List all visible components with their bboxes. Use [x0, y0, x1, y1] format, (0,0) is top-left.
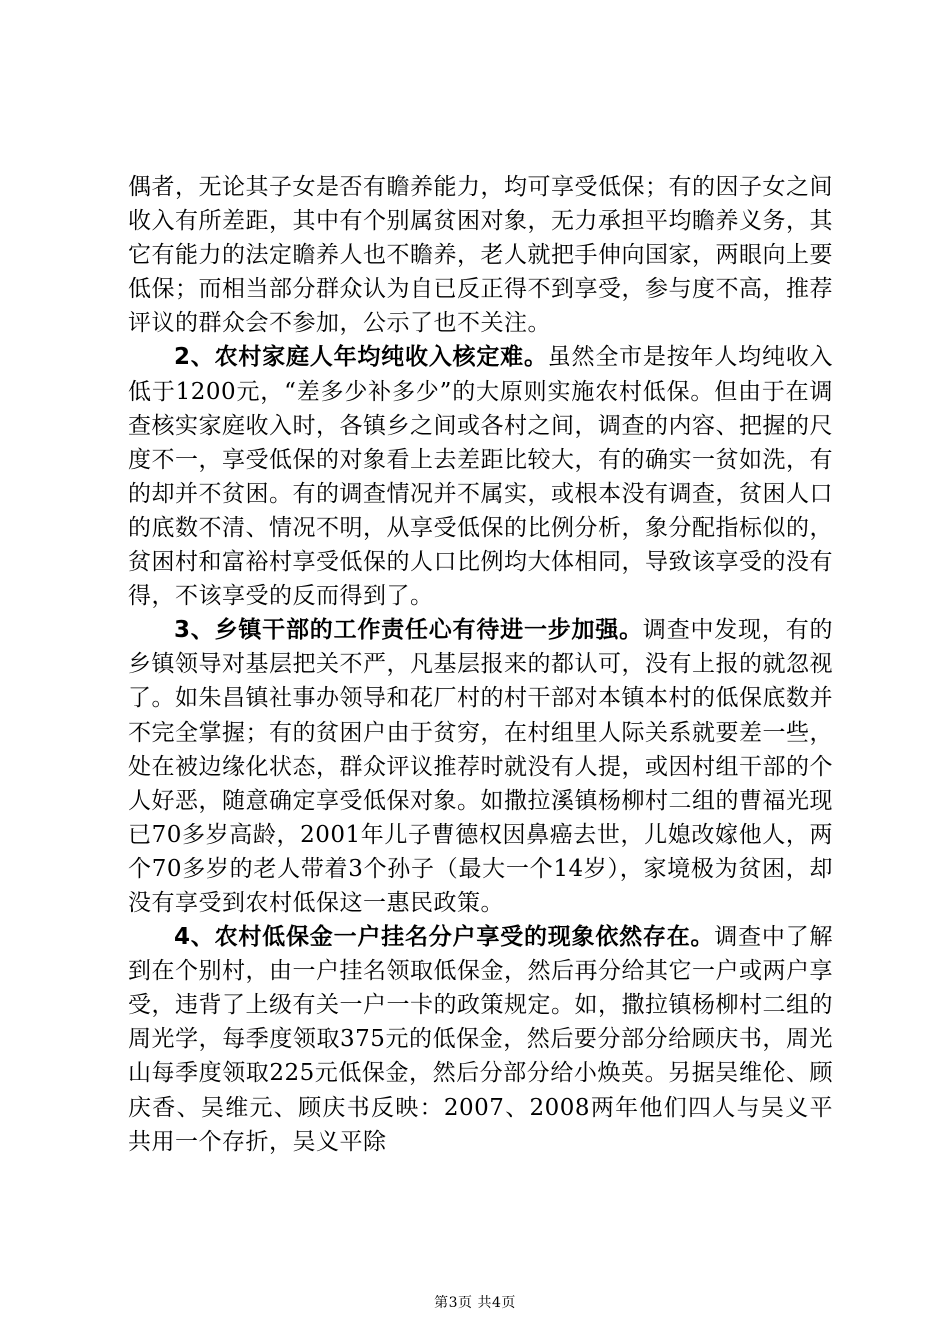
paragraph-text: 调查中了解到在个别村，由一户挂名领取低保金，然后再分给其它一户或两户享受，违背了上级有关一户一卡的政策规定。如，撒拉镇杨柳村二组的周光学，每季度领取375元的低保金，然后要分部分给顾庆书，周光山每季度领取225元低保金，然后分部分给小焕英。另据吴维伦、顾庆香、吴维元、顾庆书反映：2007、2008两年他们四人与吴义平共用一个存折，吴义平除: [128, 924, 833, 1155]
page-number-label: 第3页 共4页: [434, 1295, 516, 1311]
paragraph-heading: 3、乡镇干部的工作责任心有待进一步加强。: [174, 617, 643, 644]
paragraph-heading: 4、农村低保金一户挂名分户享受的现象依然存在。: [174, 924, 715, 951]
document-body: [128, 170, 833, 1159]
paragraph-text: 调查中发现，有的乡镇领导对基层把关不严，凡基层报来的都认可，没有上报的就忽视了。如朱昌镇社事办领导和花厂村的村干部对本镇本村的低保底数并不完全掌握；有的贫困户由于贫穷，在村组里人际关系就要差一些，处在被边缘化状态，群众评议推荐时就没有人提，或因村组干部的个人好恶，随意确定享受低保对象。如撒拉溪镇杨柳村二组的曹福光现已70多岁高龄，2001年儿子曹德权因鼻癌去世，儿媳改嫁他人，两个70多岁的老人带着3个孙子（最大一个14岁），家境极为贫困，却没有享受到农村低保这一惠民政策。: [128, 617, 833, 916]
paragraph-cadre-responsibility: [128, 613, 833, 920]
paragraph-heading: 2、农村家庭人年均纯收入核定难。: [174, 344, 548, 371]
paragraph-split-household: [128, 920, 833, 1159]
paragraph-text: 虽然全市是按年人均纯收入低于1200元，“差多少补多少”的大原则实施农村低保。但由于在调查核实家庭收入时，各镇乡之间或各村之间，调查的内容、把握的尺度不一，享受低保的对象看上去差距比较大，有的确实一贫如洗，有的却并不贫困。有的调查情况并不属实，或根本没有调查，贫困人口的底数不清、情况不明，从享受低保的比例分析，象分配指标似的，贫困村和富裕村享受低保的人口比例均大体相同，导致该享受的没有得，不该享受的反而得到了。: [128, 344, 834, 610]
page-footer: [0, 1292, 950, 1312]
paragraph-text: 偶者，无论其子女是否有瞻养能力，均可享受低保；有的因子女之间收入有所差距，其中有个别属贫困对象，无力承担平均瞻养义务，其它有能力的法定瞻养人也不瞻养，老人就把手伸向国家，两眼向上要低保；而相当部分群众认为自已反正得不到享受，参与度不高，推荐评议的群众会不参加，公示了也不关注。: [128, 174, 833, 337]
paragraph-continuation: [128, 170, 833, 340]
paragraph-income-verification: [128, 340, 833, 613]
